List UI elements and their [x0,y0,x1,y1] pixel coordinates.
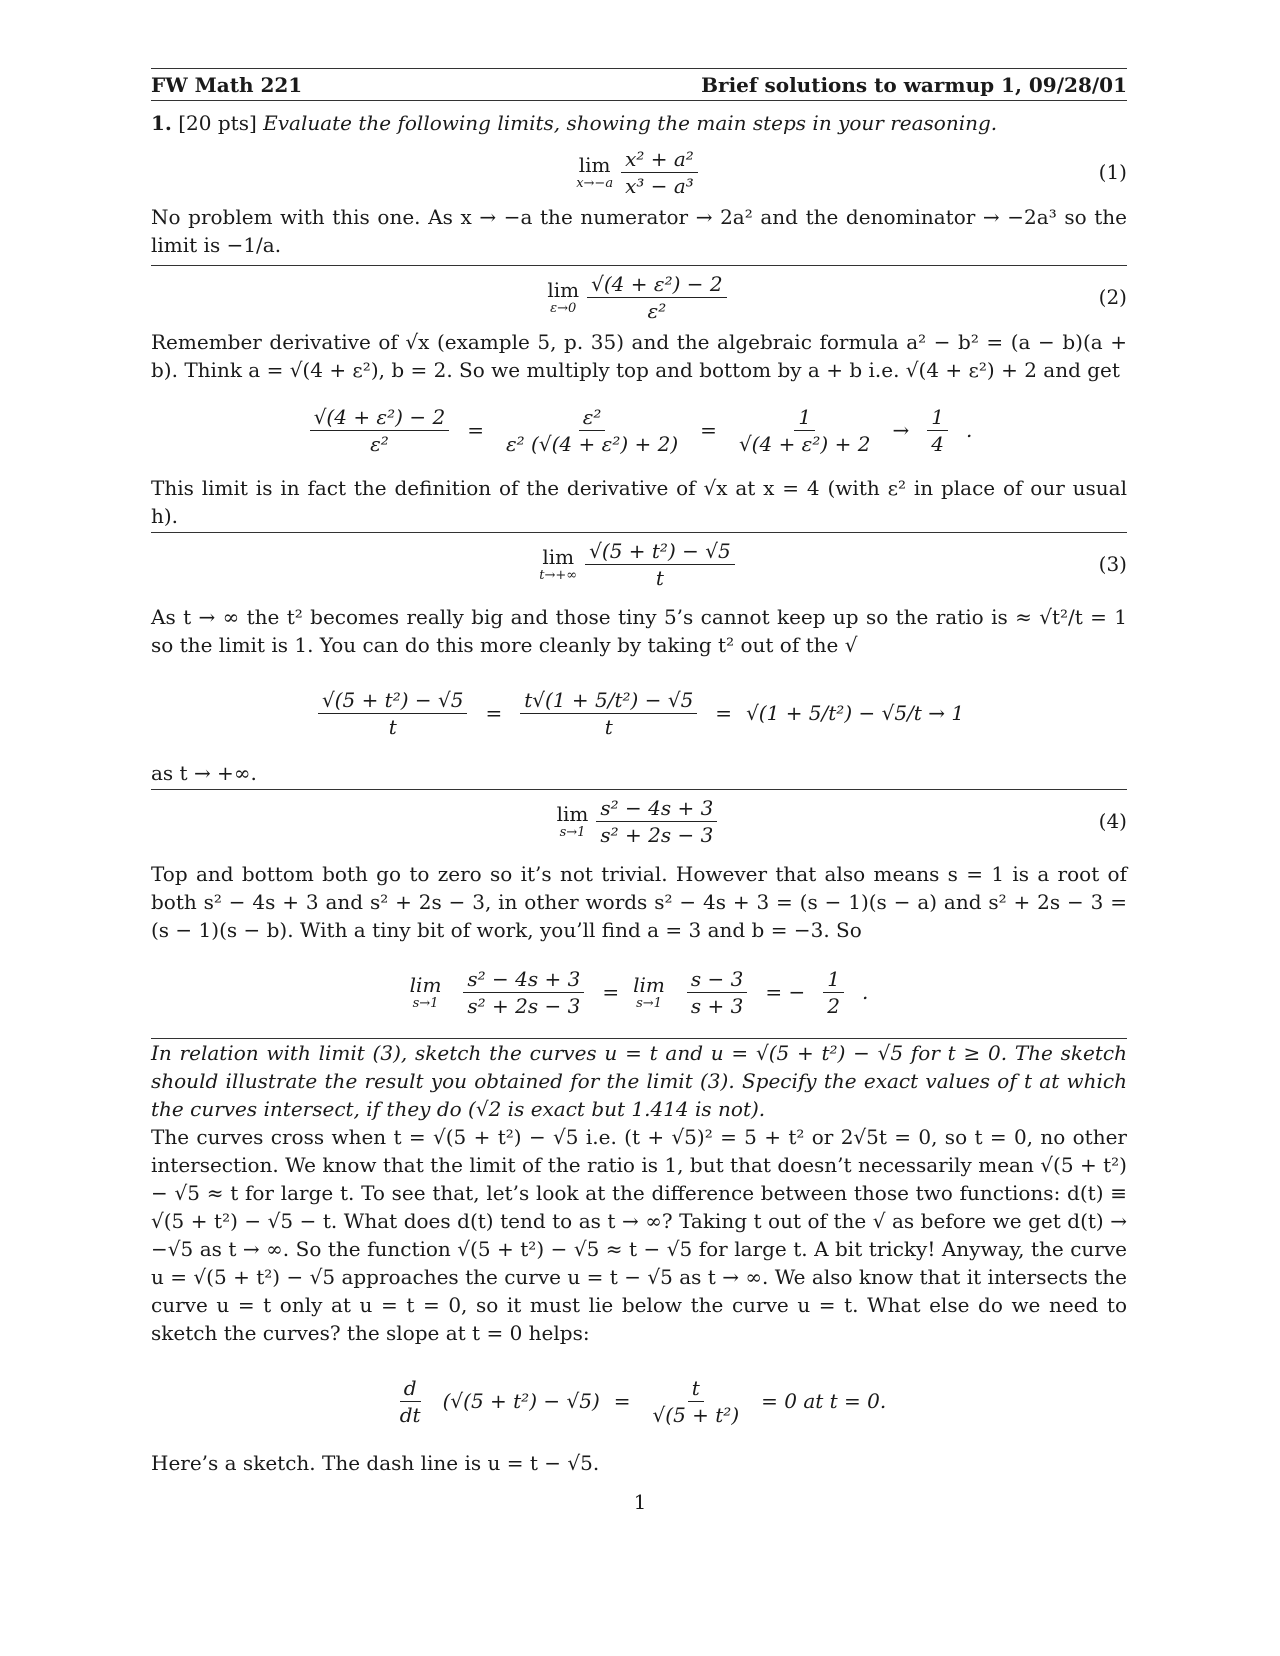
sketch-closing: Here’s a sketch. The dash line is u = t − √5. [151,1451,600,1475]
limit-4-solution: Top and bottom both go to zero so it’s not trivial. However that also means s = 1 is a root of both s² − 4s + 3 and s² + 2s − 3, in other words s² − 4s + 3 = (s − 1)(s − a) and s² + 2s − 3 = (s − 1)(s − b). With a tiny bit of work, you’ll find a = 3 and b = −3. So [151,862,1127,942]
limit-4-equation: lim s→1 $\frac{\text{s² − 4s + 3}}{\text{s² + 2s − 3}}$ (4) [556,795,1127,847]
equation-number: (2) [1098,285,1127,309]
limit-1-equation: lim x→−a $\frac{\text{x² + a²}}{\text{x³ − a³}}$ (1) [576,146,1127,198]
sketch-question: In relation with limit (3), sketch the curves u = t and u = √(5 + t²) − √5 for t ≥ 0. The sketch should illustrate the result you obtained for the limit (3). Specify the exact values of t at which the curves intersect, if they do (√2 is exact but 1.414 is not). [151,1041,1127,1121]
problem-statement [151,109,1127,137]
sketch-answer: The curves cross when t = √(5 + t²) − √5 i.e. (t + √5)² = 5 + t² or 2√5t = 0, so t = 0, no other intersection. We know that the limit of the ratio is 1, but that doesn’t necessarily mean √(5 + t²) − √5 ≈ t for large t. To see that, let’s look at the difference between those two functions: d(t) ≡ √(5 + t²) − √5 − t. What does d(t) tend to as t → ∞? Taking t out of the √ as before we get d(t) → −√5 as t → ∞. So the function √(5 + t²) − √5 ≈ t − √5 for large t. A bit tricky! Anyway, the curve u = √(5 + t²) − √5 approaches the curve u = t − √5 as t → ∞. We also know that it intersects the curve u = t only at u = t = 0, so it must lie below the curve u = t. What else do we need to sketch the curves? the slope at t = 0 helps: [151,1125,1127,1345]
document-page [151,68,1127,1477]
course-title: FW Math 221 [151,73,303,97]
limit-1-fraction: $\frac{\text{x² + a²}}{\text{x³ − a³}}$ [621,146,698,199]
problem-instruction: Evaluate the following limits, showing the main steps in your reasoning. [263,111,998,135]
limit-2-fraction: $\frac{\text{√(4 + ε²) − 2}}{\text{ε²}}$ [587,271,727,324]
limit-3-fraction: $\frac{\text{√(5 + t²) − √5}}{t}$ [585,538,735,591]
limit-3-derivation: $\frac{\text{√(5 + t²) − √5}}{t}$ = $\frac{\text{t√(1 + 5/t²) − √5}}{t}$ = √(1 + 5/t²) − √5/t → 1 [151,673,1127,753]
page-header [151,68,1127,101]
equation-number: (4) [1098,809,1127,833]
page-number: 1 [633,1490,647,1514]
limit-3-remark: as t → +∞. [151,761,257,785]
limit-2-derivation: $\frac{\text{√(4 + ε²) − 2}}{\text{ε²}}$ = $\frac{\text{ε²}}{\text{ε² (√(4 + ε²) + 2)}}$ = $\frac{1}{\text{√(4 + ε²) + 2}}$ → $\frac{1}{4}$ . [151,390,1127,470]
problem-points: [20 pts] [178,111,257,135]
limit-3-solution: As t → ∞ the t² becomes really big and those tiny 5’s cannot keep up so the ratio is ≈ √t²/t = 1 so the limit is 1. You can do this more cleanly by taking t² out of the √ [151,605,1127,657]
limit-4-fraction: $\frac{\text{s² − 4s + 3}}{\text{s² + 2s − 3}}$ [596,795,717,848]
problem-number: 1. [151,111,172,135]
equation-number: (3) [1098,552,1127,576]
limit-1-solution: No problem with this one. As x → −a the numerator → 2a² and the denominator → −2a³ so the limit is −1/a. [151,205,1127,257]
limit-3-equation: lim t→+∞ $\frac{\text{√(5 + t²) − √5}}{t}$ (3) [539,538,1127,590]
limit-2-equation: lim ε→0 $\frac{\text{√(4 + ε²) − 2}}{\text{ε²}}$ (2) [547,271,1127,323]
limit-2-remark: This limit is in fact the definition of the derivative of √x at x = 4 (with ε² in place of our usual h). [151,476,1127,528]
limit-2-solution: Remember derivative of √x (example 5, p. 35) and the algebraic formula a² − b² = (a − b)(a + b). Think a = √(4 + ε²), b = 2. So we multiply top and bottom by a + b i.e. √(4 + ε²) + 2 and get [151,330,1127,382]
slope-derivation: $\frac{d}{dt}$ (√(5 + t²) − √5) = $\frac{t}{\text{√(5 + t²)}}$ = 0 at t = 0. [399,1375,887,1427]
limit-4-derivation: lim s→1 $\frac{\text{s² − 4s + 3}}{\text{s² + 2s − 3}}$ = lim s→1 $\frac{s - 3}{s + 3}$ = − $\frac{1}{2}$ . [409,966,869,1018]
equation-number: (1) [1098,160,1127,184]
document-title: Brief solutions to warmup 1, 09/28/01 [701,73,1127,97]
